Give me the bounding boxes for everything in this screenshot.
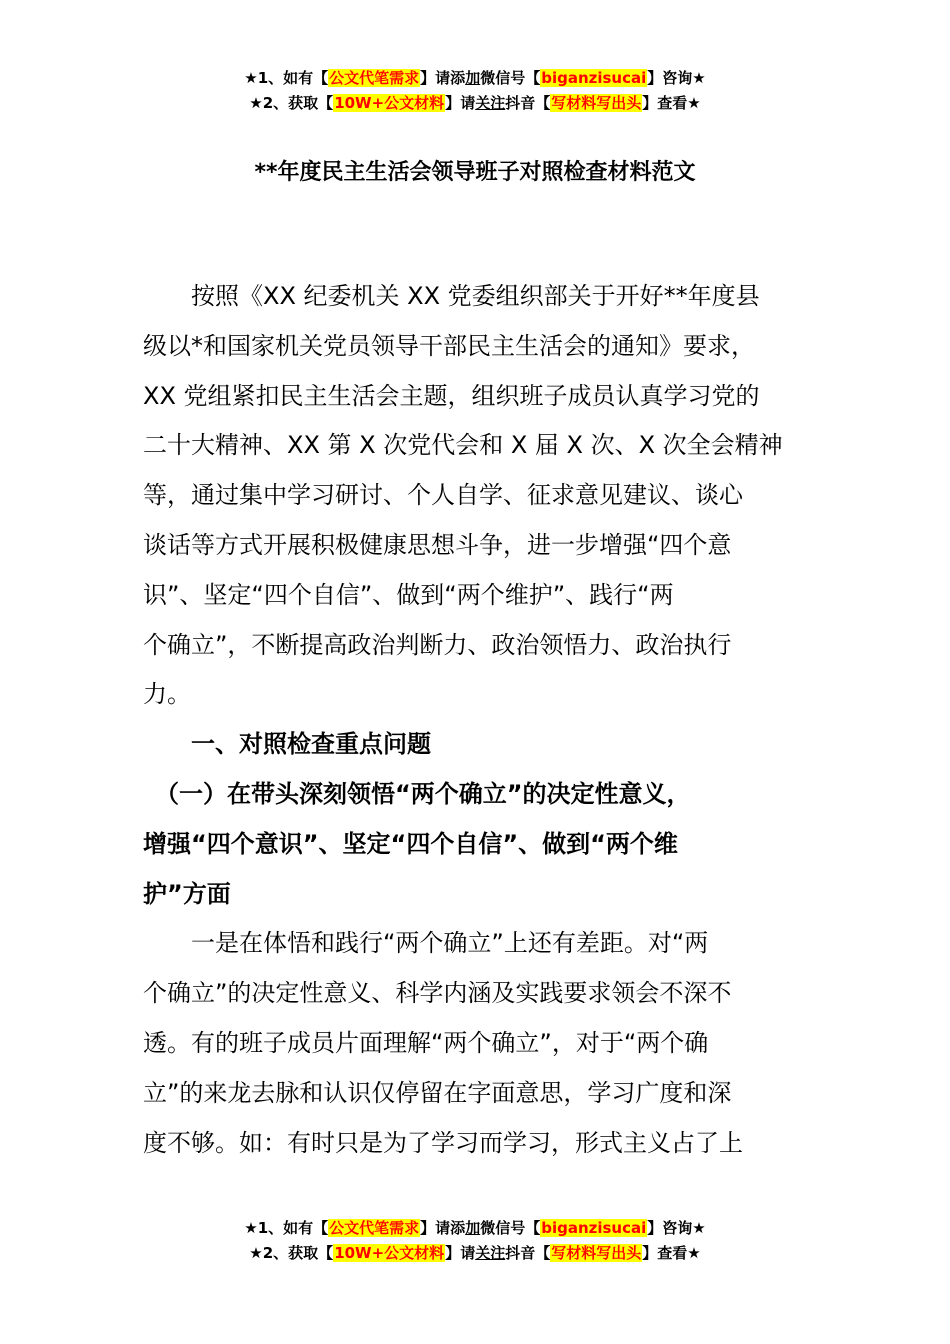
banner-text: 】请添 bbox=[420, 69, 466, 87]
paragraph-line: XX 党组紧扣民主生活会主题，组织班子成员认真学习党的 bbox=[143, 381, 760, 410]
banner-highlight: 公文代笔需求 bbox=[329, 69, 420, 87]
banner-text: 抖音【 bbox=[505, 1244, 551, 1262]
banner-text: 】请 bbox=[445, 94, 476, 112]
subsection-heading-line: 护”方面 bbox=[143, 879, 231, 908]
paragraph-line: 力。 bbox=[143, 680, 191, 709]
banner-text: 】请 bbox=[445, 1244, 476, 1262]
banner-underline: 关注 bbox=[475, 94, 506, 112]
banner-line-2 bbox=[0, 1241, 950, 1266]
paragraph-line: 一是在体悟和践行“两个确立”上还有差距。对“两 bbox=[143, 929, 709, 958]
banner-highlight: 10W+公文材料 bbox=[334, 1244, 445, 1262]
banner-text: 】咨询★ bbox=[647, 69, 706, 87]
banner-line-1 bbox=[0, 66, 950, 91]
paragraph-line: 识”、坚定“四个自信”、做到“两个维护”、践行“两 bbox=[143, 580, 674, 609]
banner-underline: 加 bbox=[465, 69, 481, 87]
banner-text: 微信号【 bbox=[480, 69, 541, 87]
banner-highlight: 公文代笔需求 bbox=[329, 1219, 420, 1237]
paragraph-line: 立”的来龙去脉和认识仅停留在字面意思，学习广度和深 bbox=[143, 1078, 732, 1107]
paragraph-line: 度不够。如：有时只是为了学习而学习，形式主义占了上 bbox=[143, 1128, 743, 1157]
paragraph-line: 个确立”的决定性意义、科学内涵及实践要求领会不深不 bbox=[143, 979, 732, 1008]
document-body bbox=[143, 272, 833, 1168]
banner-text: ★2、获取【 bbox=[249, 94, 334, 112]
banner-text: ★1、如有【 bbox=[244, 1219, 329, 1237]
subsection-heading-line: 增强“四个意识”、坚定“四个自信”、做到“两个维 bbox=[143, 829, 678, 858]
section-heading: 一、对照检查重点问题 bbox=[143, 730, 431, 759]
banner-text: 抖音【 bbox=[505, 94, 551, 112]
banner-underline: 加 bbox=[465, 1219, 481, 1237]
banner-underline: 关注 bbox=[475, 1244, 506, 1262]
paragraph-line: 谈话等方式开展积极健康思想斗争，进一步增强“四个意 bbox=[143, 530, 732, 559]
banner-text: 】查看★ bbox=[642, 94, 701, 112]
paragraph-line: 二十大精神、XX 第 X 次党代会和 X 届 X 次、X 次全会精神 bbox=[143, 431, 783, 460]
banner-text: 】查看★ bbox=[642, 1244, 701, 1262]
subsection-heading-line: （一）在带头深刻领悟“两个确立”的决定性意义， bbox=[143, 779, 691, 808]
paragraph-line: 按照《XX 纪委机关 XX 党委组织部关于开好**年度县 bbox=[143, 282, 760, 310]
header-banner bbox=[0, 66, 950, 116]
banner-text: 】请添 bbox=[420, 1219, 466, 1237]
banner-text: ★2、获取【 bbox=[249, 1244, 334, 1262]
banner-line-2 bbox=[0, 91, 950, 116]
banner-line-1 bbox=[0, 1216, 950, 1241]
paragraph-line: 级以*和国家机关党员领导干部民主生活会的通知》要求， bbox=[143, 331, 755, 360]
paragraph-line: 透。有的班子成员片面理解“两个确立”，对于“两个确 bbox=[143, 1028, 709, 1057]
footer-banner bbox=[0, 1216, 950, 1266]
paragraph-line: 等，通过集中学习研讨、个人自学、征求意见建议、谈心 bbox=[143, 481, 743, 510]
banner-highlight: biganzisucai bbox=[541, 1219, 647, 1237]
paragraph-line: 个确立”，不断提高政治判断力、政治领悟力、政治执行 bbox=[143, 630, 732, 659]
banner-text: 】咨询★ bbox=[647, 1219, 706, 1237]
banner-highlight: 写材料写出头 bbox=[551, 94, 642, 112]
banner-highlight: 10W+公文材料 bbox=[334, 94, 445, 112]
banner-highlight: 写材料写出头 bbox=[551, 1244, 642, 1262]
document-title: **年度民主生活会领导班子对照检查材料范文 bbox=[254, 160, 696, 185]
banner-text: 微信号【 bbox=[480, 1219, 541, 1237]
banner-text: ★1、如有【 bbox=[244, 69, 329, 87]
banner-highlight: biganzisucai bbox=[541, 69, 647, 87]
